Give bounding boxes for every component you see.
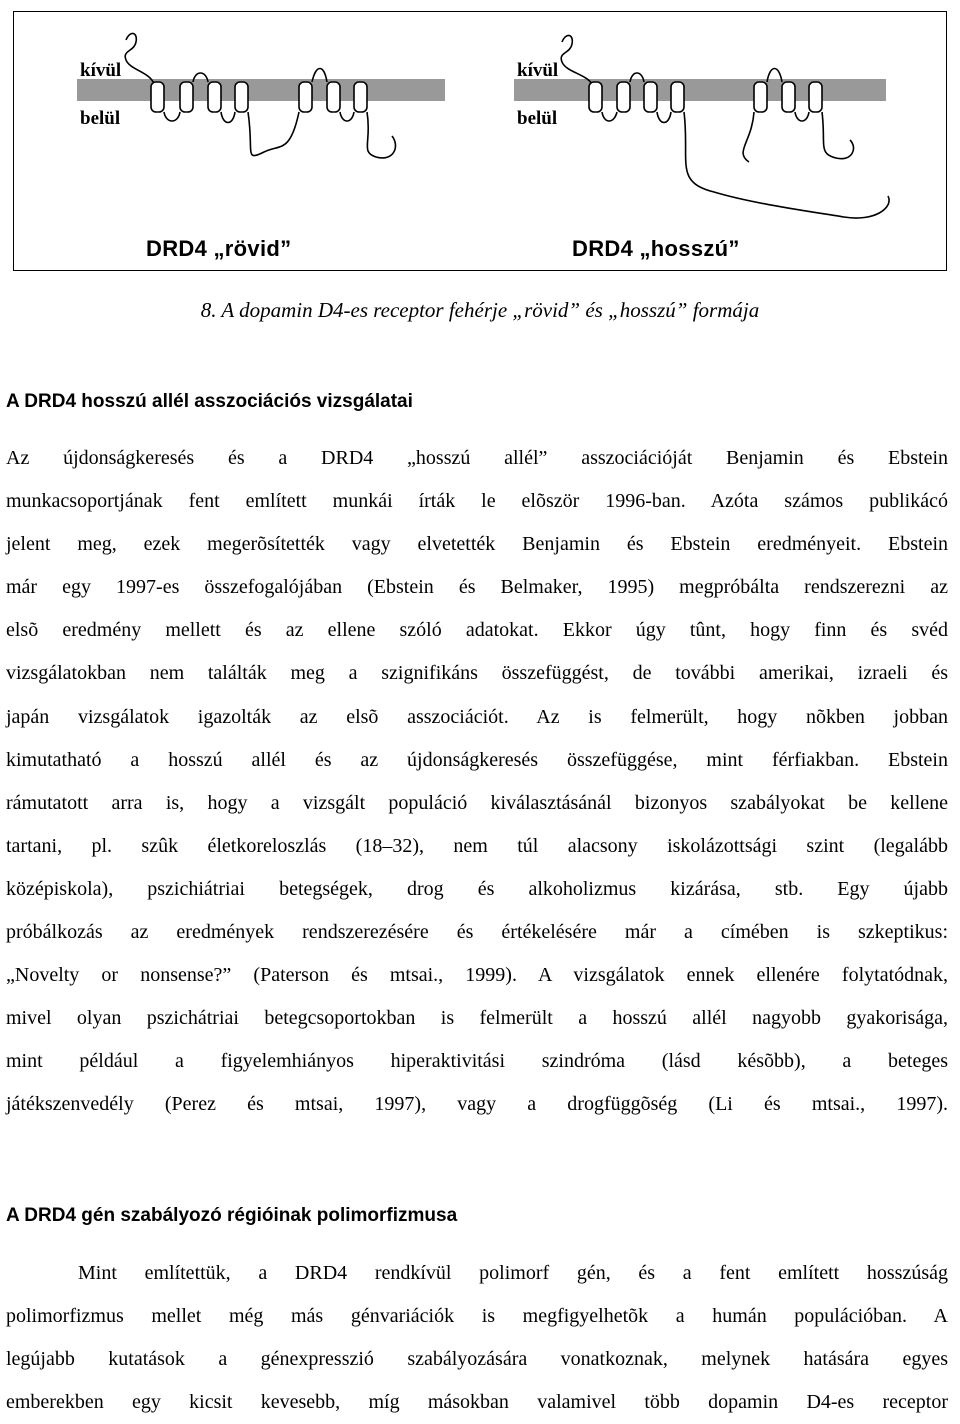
text-line: próbálkozás az eredmények rendszerezésére és értékelésére már a címében is szkeptikus: (6, 921, 948, 944)
figure-caption: 8. A dopamin D4-es receptor fehérje „rövid” és „hosszú” formája (200, 298, 760, 322)
receptor-figure (13, 11, 947, 271)
text-line: kimutatható a hosszú allél és az újdonságkeresés összefüggése, mint férfiakban. Ebstein (6, 748, 948, 771)
text-line: „Novelty or nonsense?” (Paterson és mtsai., 1999). A vizsgálatok ennek ellenére folytatódnak, (6, 964, 948, 987)
text-line: Mint említettük, a DRD4 rendkívül polimorf gén, és a fent említett hosszúság (78, 1262, 948, 1284)
outside-label-left: kívül (80, 60, 122, 81)
n-terminus-right (561, 35, 592, 84)
outside-label-right: kívül (517, 60, 559, 81)
paragraph-association (6, 437, 948, 1127)
section-heading-regulatory: A DRD4 gén szabályozó régióinak polimorfizmusa (6, 1205, 458, 1226)
text-line: munkacsoportjának fent említett munkái írták le elõször 1996-ban. Azóta számos publikácó (6, 490, 948, 513)
text-line: legújabb kutatások a génexpresszió szabályozására vonatkoznak, melynek hatására egyes (6, 1348, 948, 1371)
inside-label-left: belül (80, 108, 121, 129)
n-terminus-left (125, 33, 154, 84)
title-short-form: DRD4 „rövid” (146, 236, 292, 261)
title-long-form: DRD4 „hosszú” (572, 236, 740, 261)
receptor-diagram (14, 12, 948, 272)
text-line: elsõ eredmény mellett és az ellene szóló adatokat. Ekkor úgy tûnt, hogy finn és svéd (6, 619, 948, 642)
text-line: rámutatott arra is, hogy a vizsgált populáció kiválasztásánál bizonyos szabályokat be kellene (6, 791, 948, 814)
text-line: mint például a figyelemhiányos hiperaktivitási szindróma (lásd késõbb), a beteges (6, 1050, 948, 1073)
text-line: jelent meg, ezek megerõsítették vagy elvetették Benjamin és Ebstein eredményeit. Ebstein (6, 533, 948, 556)
text-line: játékszenvedély (Perez és mtsai, 1997), vagy a drogfüggõség (Li és mtsai., 1997). (6, 1093, 948, 1116)
text-line: Az újdonságkeresés és a DRD4 „hosszú allél” asszociációját Benjamin és Ebstein (6, 447, 948, 469)
membrane-right (514, 79, 886, 101)
inside-label-right: belül (517, 108, 558, 129)
text-line: vizsgálatokban nem találták meg a szignifikáns összefüggést, de további amerikai, izraeli és (6, 662, 948, 685)
text-line: tartani, pl. szûk életkoreloszlás (18–32), nem túl alacsony iskolázottsági szint (legalább (6, 834, 948, 857)
text-line: emberekben egy kicsit kevesebb, míg másokban valamivel több dopamin D4-es receptor (6, 1391, 948, 1414)
membrane-left (77, 79, 445, 101)
text-line: mivel olyan pszichátriai betegcsoportokban is felmerült a hosszú allél nagyobb gyakorisága, (6, 1007, 948, 1030)
text-line: japán vizsgálatok igazolták az elsõ asszociációt. Az is felmerült, hogy nõkben jobban (6, 705, 948, 728)
text-line: már egy 1997-es összefogalójában (Ebstein és Belmaker, 1995) megpróbálta rendszerezni az (6, 576, 948, 599)
section-heading-association: A DRD4 hosszú allél asszociációs vizsgálatai (6, 391, 413, 412)
text-line: középiskola), pszichiátriai betegségek, drog és alkoholizmus kizárása, stb. Egy újabb (6, 877, 948, 900)
text-line: polimorfizmus mellet még más génvariációk is megfigyelhetõk a humán populációban. A (6, 1305, 948, 1328)
paragraph-regulatory (6, 1252, 948, 1424)
